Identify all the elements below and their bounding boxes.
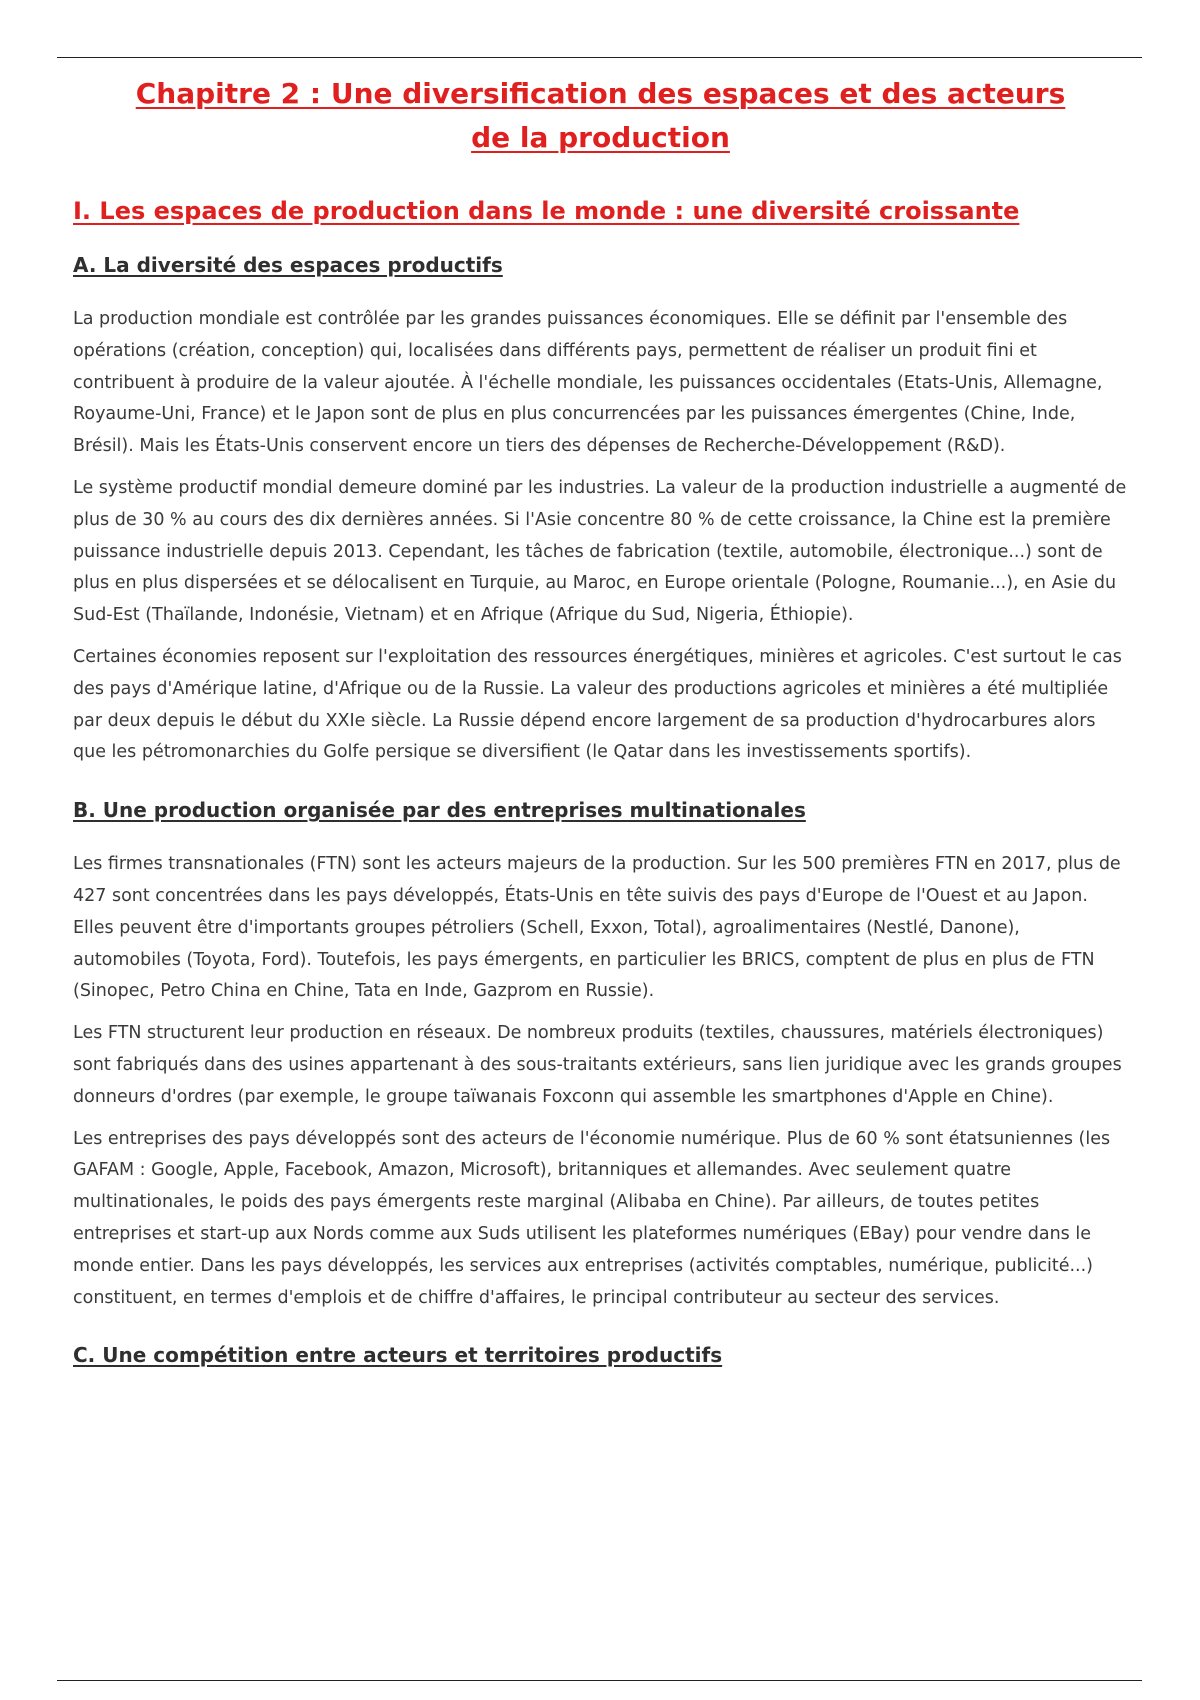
subsection-b-title: B. Une production organisée par des entreprises multinationales xyxy=(73,798,806,823)
subsection-c-title: C. Une compétition entre acteurs et territoires productifs xyxy=(73,1343,723,1368)
bottom-rule xyxy=(57,1680,1142,1681)
top-rule xyxy=(57,57,1142,58)
paragraph: Les FTN structurent leur production en réseaux. De nombreux produits (textiles, chaussures, matériels électroniques) sont fabriqués dans des usines appartenant à des sous-traitants extérieurs, sans lien juridique avec les grands groupes donneurs d'ordres (par exemple, le groupe taïwanais Foxconn qui assemble les smartphones d'Apple en Chine). xyxy=(73,1023,1122,1107)
paragraph: Le système productif mondial demeure dominé par les industries. La valeur de la production industrielle a augmenté de plus de 30 % au cours des dix dernières années. Si l'Asie concentre 80 % de cette croissance, la Chine est la première puissance industrielle depuis 2013. Cependant, les tâches de fabrication (textile, automobile, électronique...) sont de plus en plus dispersées et se délocalisent en Turquie, au Maroc, en Europe orientale (Pologne, Roumanie...), en Asie du Sud-Est (Thaïlande, Indonésie, Vietnam) et en Afrique (Afrique du Sud, Nigeria, Éthiopie). xyxy=(73,477,1127,626)
paragraph: La production mondiale est contrôlée par les grandes puissances économiques. Elle se définit par l'ensemble des opérations (création, conception) qui, localisées dans différents pays, permettent de réaliser un produit fini et contribuent à produire de la valeur ajoutée. À l'échelle mondiale, les puissances occidentales (Etats-Unis, Allemagne, Royaume-Uni, France) et le Japon sont de plus en plus concurrencées par les puissances émergentes (Chine, Inde, Brésil). Mais les États-Unis conservent encore un tiers des dépenses de Recherche-Développement (R&D). xyxy=(73,309,1103,457)
chapter-title: Chapitre 2 : Une diversification des espaces et des acteurs de la production xyxy=(135,77,1066,154)
document-body xyxy=(73,72,1128,1370)
paragraph: Les firmes transnationales (FTN) sont les acteurs majeurs de la production. Sur les 500 premières FTN en 2017, plus de 427 sont concentrées dans les pays développés, États-Unis en tête suivis des pays d'Europe de l'Ouest et au Japon. Elles peuvent être d'importants groupes pétroliers (Schell, Exxon, Total), agroalimentaires (Nestlé, Danone), automobiles (Toyota, Ford). Toutefois, les pays émergents, en particulier les BRICS, comptent de plus en plus de FTN (Sinopec, Petro China en Chine, Tata en Inde, Gazprom en Russie). xyxy=(73,854,1121,1002)
paragraph: Les entreprises des pays développés sont des acteurs de l'économie numérique. Plus de 60 % sont étatsuniennes (les GAFAM : Google, Apple, Facebook, Amazon, Microsoft), britanniques et allemandes. Avec seulement quatre multinationales, le poids des pays émergents reste marginal (Alibaba en Chine). Par ailleurs, de toutes petites entreprises et start-up aux Nords comme aux Suds utilisent les plateformes numériques (EBay) pour vendre dans le monde entier. Dans les pays développés, les services aux entreprises (activités comptables, numérique, publicité...) constituent, en termes d'emplois et de chiffre d'affaires, le principal contributeur au secteur des services. xyxy=(73,1128,1111,1308)
paragraph: Certaines économies reposent sur l'exploitation des ressources énergétiques, minières et agricoles. C'est surtout le cas des pays d'Amérique latine, d'Afrique ou de la Russie. La valeur des productions agricoles et minières a été multipliée par deux depuis le début du XXIe siècle. La Russie dépend encore largement de sa production d'hydrocarbures alors que les pétromonarchies du Golfe persique se diversifient (le Qatar dans les investissements sportifs). xyxy=(73,646,1122,763)
subsection-a-title: A. La diversité des espaces productifs xyxy=(73,253,503,277)
section-title: I. Les espaces de production dans le monde : une diversité croissante xyxy=(73,197,1020,225)
